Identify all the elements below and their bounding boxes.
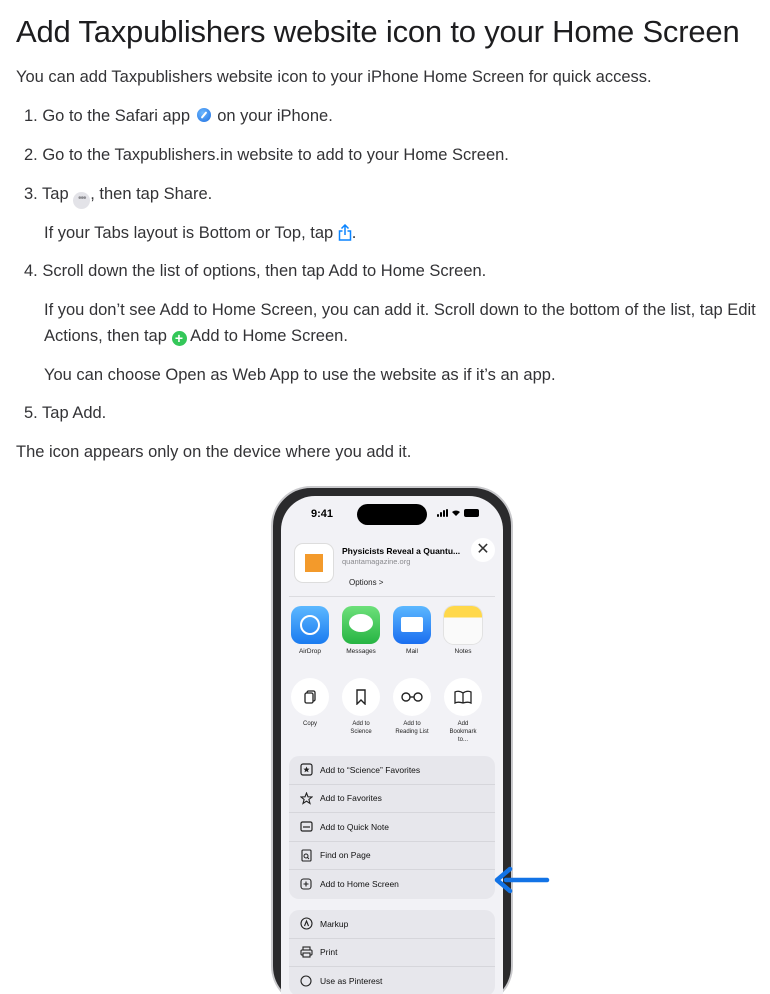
- page-title: Add Taxpublishers website icon to your Home Screen: [16, 14, 740, 49]
- airdrop-icon: [291, 606, 329, 644]
- mail-icon: [393, 606, 431, 644]
- step-1-text-end: on your iPhone.: [212, 107, 333, 125]
- options-button[interactable]: Options >: [349, 578, 384, 587]
- list-item-print[interactable]: Print: [289, 939, 495, 968]
- close-button[interactable]: ✕: [471, 538, 495, 562]
- list-item-favorites[interactable]: Add to Favorites: [289, 785, 495, 814]
- step-4-note-end: Add to Home Screen.: [186, 327, 348, 345]
- signal-icon: [437, 509, 448, 517]
- footer-note: The icon appears only on the device where you add it.: [16, 443, 412, 461]
- action-copy[interactable]: Copy: [291, 678, 329, 744]
- find-icon: [301, 849, 312, 862]
- app-airdrop[interactable]: AirDrop: [291, 606, 329, 655]
- shared-page-url: quantamagazine.org: [342, 557, 411, 566]
- wifi-icon: [451, 509, 461, 517]
- share-sheet: [281, 532, 503, 994]
- phone-screen: [281, 496, 503, 994]
- action-add-to-science[interactable]: Add to Science: [342, 678, 380, 744]
- list-item-quick-note[interactable]: Add to Quick Note: [289, 813, 495, 842]
- iphone-illustration: [271, 486, 513, 994]
- glasses-icon: [401, 692, 423, 702]
- step-3-note-text: If your Tabs layout is Bottom or Top, tap: [44, 224, 338, 242]
- actions-list-1: [289, 756, 495, 899]
- step-1: [24, 107, 333, 126]
- share-actions-row: [291, 678, 482, 744]
- list-item-find-on-page[interactable]: Find on Page: [289, 842, 495, 871]
- step-4-note-2: You can choose Open as Web App to use the website as if it’s an app.: [44, 366, 556, 384]
- share-icon: [338, 224, 352, 241]
- step-1-text: 1. Go to the Safari app: [24, 107, 191, 125]
- step-3-note: [44, 224, 356, 243]
- notes-icon: [444, 606, 482, 644]
- step-3-note-end: .: [351, 224, 357, 242]
- page-thumbnail: [295, 544, 333, 582]
- app-notes[interactable]: Notes: [444, 606, 482, 655]
- list-item-add-to-home-screen[interactable]: Add to Home Screen: [289, 870, 495, 899]
- step-4: 4. Scroll down the list of options, then tap Add to Home Screen.: [24, 262, 487, 280]
- copy-icon: [302, 689, 318, 705]
- shared-page-title: Physicists Reveal a Quantu...: [342, 546, 461, 556]
- app-mail[interactable]: Mail: [393, 606, 431, 655]
- list-item-pinterest[interactable]: Use as Pinterest: [289, 967, 495, 994]
- markup-icon: [300, 917, 313, 930]
- quick-note-icon: [300, 821, 313, 832]
- print-icon: [300, 946, 313, 958]
- pointer-arrow-icon: [492, 864, 550, 896]
- share-apps-row: [291, 606, 482, 655]
- divider: [289, 596, 495, 597]
- step-3-text: 3. Tap: [24, 185, 74, 203]
- pinterest-icon: [300, 975, 312, 987]
- plus-square-icon: [300, 878, 312, 890]
- step-5: 5. Tap Add.: [24, 404, 107, 422]
- step-3: [24, 185, 212, 209]
- bookmark-icon: [355, 689, 367, 705]
- more-icon: •••: [73, 192, 90, 209]
- action-reading-list[interactable]: Add to Reading List: [393, 678, 431, 744]
- action-add-bookmark[interactable]: Add Bookmark to...: [444, 678, 482, 744]
- list-item-science-favorites[interactable]: Add to “Science” Favorites: [289, 756, 495, 785]
- intro-text: You can add Taxpublishers website icon to your iPhone Home Screen for quick access.: [16, 68, 652, 86]
- battery-icon: [464, 509, 479, 517]
- dynamic-island: [357, 504, 427, 525]
- plus-circle-icon: +: [172, 331, 187, 346]
- status-icons: [437, 509, 479, 517]
- step-2: 2. Go to the Taxpublishers.in website to add to your Home Screen.: [24, 146, 509, 164]
- actions-list-2: [289, 910, 495, 994]
- star-icon: [300, 792, 313, 805]
- book-icon: [454, 690, 472, 704]
- star-folder-icon: [300, 763, 313, 776]
- app-messages[interactable]: Messages: [342, 606, 380, 655]
- safari-icon: [197, 108, 211, 122]
- messages-icon: [342, 606, 380, 644]
- step-3-text-end: , then tap Share.: [90, 185, 213, 203]
- step-4-note-text: If you don’t see Add to Home Screen, you can add it. Scroll down to the bottom of the list, tap Edit Actions, then tap: [44, 301, 756, 345]
- list-item-markup[interactable]: Markup: [289, 910, 495, 939]
- status-time: 9:41: [311, 508, 334, 520]
- step-4-note: [44, 297, 766, 349]
